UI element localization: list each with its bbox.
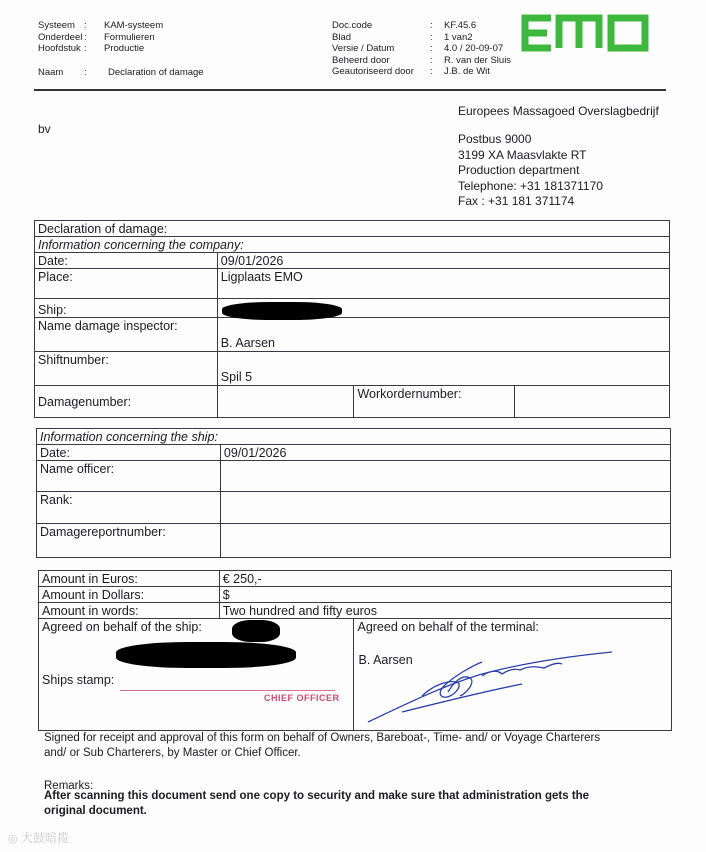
redaction-mark	[222, 302, 342, 320]
signed-statement	[44, 731, 684, 761]
place-value: Ligplaats EMO	[217, 269, 669, 299]
header-label: Onderdeel	[38, 31, 83, 43]
euros-label: Amount in Euros:	[39, 571, 220, 587]
header-label: Naam	[38, 66, 64, 78]
header-value: 4.0 / 20-09-07	[444, 43, 504, 54]
header-label: Hoofdstuk	[38, 43, 81, 54]
header-row-systeem: Systeem : KAM-systeem	[38, 20, 164, 31]
company-postbus: Postbus 9000	[458, 132, 532, 146]
ship-date-label: Date:	[37, 445, 221, 461]
ships-stamp-label: Ships stamp:	[42, 673, 115, 687]
date-label: Date:	[35, 253, 218, 269]
header-label: Versie / Datum	[332, 43, 395, 54]
header-right-block	[332, 20, 511, 78]
rank-label: Rank:	[37, 492, 221, 524]
officer-value	[220, 461, 670, 492]
form-title: Declaration of damage:	[35, 221, 670, 237]
ship-section-title: Information concerning the ship:	[37, 429, 671, 445]
header-value: J.B. de Wit	[444, 66, 490, 77]
watermark	[8, 829, 69, 846]
date-value: 09/01/2026	[217, 253, 669, 269]
header-value: KF.45.6	[444, 20, 477, 31]
place-label: Place:	[35, 269, 218, 299]
rank-value	[220, 492, 670, 524]
remarks-label: Remarks:	[44, 780, 94, 792]
workorder-value	[515, 386, 670, 418]
shift-label: Shiftnumber:	[35, 352, 218, 386]
remarks-line-1: After scanning this document send one copy to security and make sure that administration gets the	[44, 790, 590, 802]
emo-logo	[521, 14, 651, 52]
company-section-title: Information concerning the company:	[35, 237, 670, 253]
header-row-onderdeel: Onderdeel : Formulieren	[38, 31, 155, 43]
ship-info-table	[36, 428, 671, 558]
header-divider	[34, 89, 666, 91]
signed-text-line-2: and/ or Sub Charterers, by Master or Chief Officer.	[44, 747, 301, 759]
emo-logo-icon	[521, 14, 651, 52]
remarks-line-2: original document.	[44, 805, 147, 817]
inspector-label: Name damage inspector:	[35, 318, 218, 352]
watermark-icon: ◎	[8, 833, 18, 845]
redaction-mark	[232, 620, 280, 642]
damagenumber-value	[217, 386, 354, 418]
signature-icon	[362, 636, 622, 728]
header-row-versie: Versie / Datum : 4.0 / 20-09-07	[332, 43, 504, 54]
ship-date-value: 09/01/2026	[220, 445, 670, 461]
header-label: Doc.code	[332, 20, 373, 31]
redaction-mark	[116, 642, 296, 668]
ship-signature-box	[39, 619, 354, 731]
header-value: Productie	[104, 43, 145, 54]
company-suffix: bv	[38, 122, 51, 136]
header-label: Geautoriseerd door	[332, 66, 414, 77]
damagenumber-label: Damagenumber:	[35, 386, 218, 418]
report-value	[220, 524, 670, 558]
officer-label: Name officer:	[37, 461, 221, 492]
inspector-value: B. Aarsen	[217, 318, 669, 352]
header-label: Beheerd door	[332, 54, 390, 66]
ship-label: Ship:	[35, 299, 218, 318]
header-row-naam: Naam : Declaration of damage	[38, 66, 204, 78]
header-value: Formulieren	[104, 31, 155, 43]
header-row-blad: Blad : 1 van2	[332, 31, 473, 43]
header-row-hoofdstuk: Hoofdstuk : Productie	[38, 43, 145, 54]
header-value: 1 van2	[444, 31, 473, 43]
company-info-table	[34, 220, 670, 418]
report-label: Damagereportnumber:	[37, 524, 221, 558]
terminal-name: B. Aarsen	[358, 653, 413, 667]
header-label: Blad	[332, 31, 352, 43]
company-name: Europees Massagoed Overslagbedrijf	[458, 104, 659, 118]
terminal-agree-label: Agreed on behalf of the terminal:	[357, 620, 539, 634]
header-value: Declaration of damage	[108, 66, 204, 78]
header-row-doccode: Doc.code : KF.45.6	[332, 20, 477, 31]
header-label: Systeem	[38, 20, 75, 31]
watermark-text: 大鼓暗揽	[20, 831, 69, 845]
remarks-text	[44, 789, 684, 819]
header-left-block	[38, 20, 204, 78]
workorder-label: Workordernumber:	[354, 386, 515, 418]
euros-value: € 250,-	[219, 571, 671, 587]
company-department: Production department	[458, 163, 580, 177]
company-address	[458, 132, 603, 210]
ship-agree-label: Agreed on behalf of the ship:	[42, 620, 202, 634]
chief-officer-stamp: CHIEF OFFICER	[264, 693, 340, 703]
stamp-line	[120, 690, 335, 691]
header-value: R. van der Sluis	[444, 54, 512, 66]
company-city: 3199 XA Maasvlakte RT	[458, 147, 587, 162]
signed-text-line-1: Signed for receipt and approval of this form on behalf of Owners, Bareboat-, Time- and/ or Voyage Charterers	[44, 732, 601, 744]
company-telephone: Telephone: +31 181371170	[458, 178, 603, 193]
header-value: KAM-systeem	[104, 20, 164, 31]
shift-value: Spil 5	[217, 352, 669, 386]
words-value: Two hundred and fifty euros	[219, 603, 671, 619]
dollars-label: Amount in Dollars:	[39, 587, 220, 603]
dollars-value: $	[219, 587, 671, 603]
header-row-beheerd: Beheerd door : R. van der Sluis	[332, 54, 512, 66]
words-label: Amount in words:	[39, 603, 220, 619]
header-row-geautoriseerd: Geautoriseerd door : J.B. de Wit	[332, 66, 490, 77]
company-fax: Fax : +31 181 371174	[458, 194, 575, 208]
